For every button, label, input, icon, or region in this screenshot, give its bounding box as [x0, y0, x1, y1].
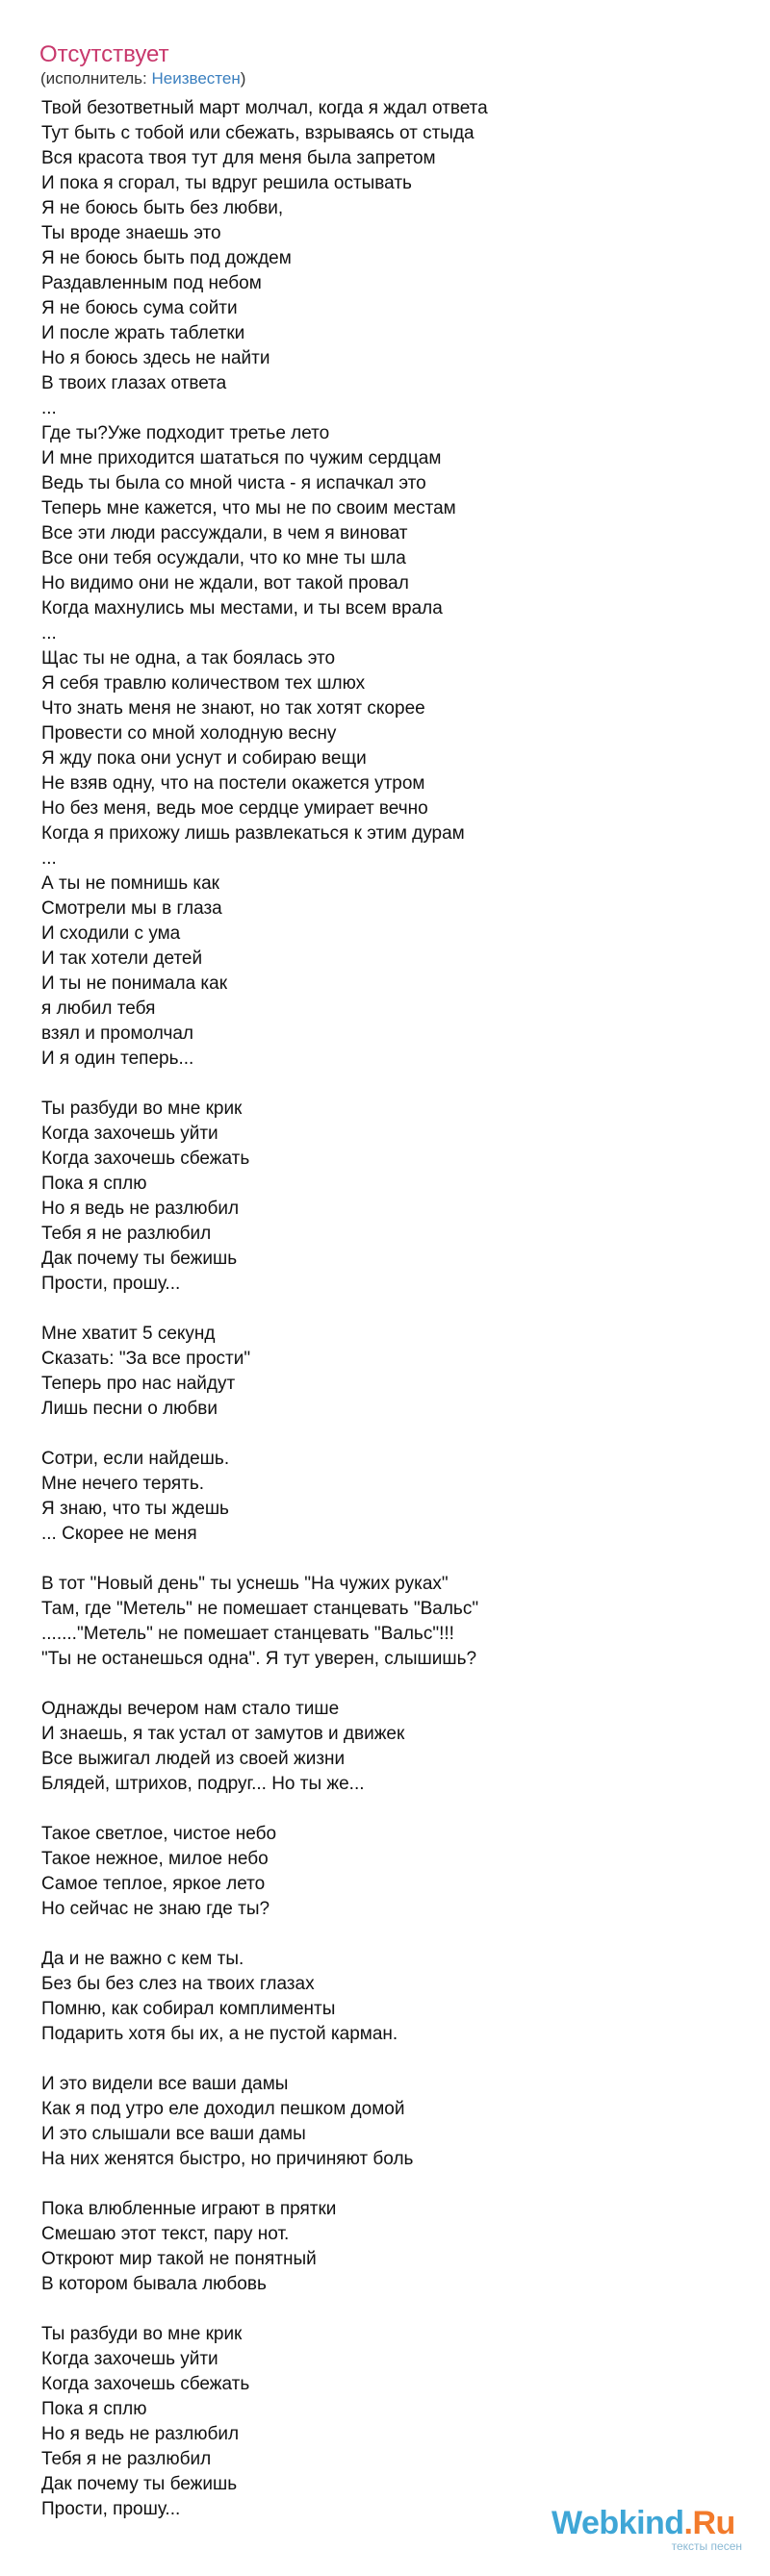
lyric-line: И ты не понимала как [41, 973, 228, 994]
lyric-line: Ты разбуди во мне крик [41, 1099, 243, 1119]
lyric-line: И пока я сгорал, ты вдруг решила остывать [41, 173, 412, 193]
lyric-line: И это видели все ваши дамы [41, 2074, 289, 2094]
lyric-line: Все эти люди рассуждали, в чем я виноват [41, 523, 408, 543]
lyric-line: И так хотели детей [41, 948, 203, 969]
lyric-line: Без бы без слез на твоих глазах [41, 1974, 315, 1994]
lyric-line: И я один теперь... [41, 1048, 194, 1069]
lyric-line: Но я боюсь здесь не найти [41, 348, 270, 368]
artist-suffix: ) [240, 69, 246, 88]
lyric-line: Как я под утро еле доходил пешком домой [41, 2099, 405, 2119]
lyric-line: Пока влюбленные играют в прятки [41, 2199, 337, 2219]
lyric-line: Такое нежное, милое небо [41, 1849, 269, 1869]
lyric-line: Мне нечего терять. [41, 1474, 204, 1494]
lyric-line: Прости, прошу... [41, 1274, 181, 1294]
lyric-line: Тебя я не разлюбил [41, 1224, 212, 1244]
lyric-line: Я не боюсь сума сойти [41, 298, 238, 318]
lyric-line [41, 1297, 734, 1322]
lyric-line: Но без меня, ведь мое сердце умирает вечно [41, 798, 428, 819]
lyric-line: В твоих глазах ответа [41, 373, 227, 393]
lyric-line: Дак почему ты бежишь [41, 2474, 238, 2494]
lyric-line: Ты разбуди во мне крик [41, 2324, 243, 2344]
lyric-line: ... [41, 398, 57, 418]
lyric-line: ... [41, 848, 57, 869]
lyric-line: А ты не помнишь как [41, 873, 219, 894]
lyric-line: Я себя травлю количеством тех шлюх [41, 673, 366, 694]
lyric-line: Все они тебя осуждали, что ко мне ты шла [41, 548, 406, 568]
lyric-line: я любил тебя [41, 998, 156, 1019]
lyric-line: ......."Метель" не помешает станцевать "Вальс"!!! [41, 1624, 454, 1644]
lyric-line: Все выжигал людей из своей жизни [41, 1749, 346, 1769]
lyric-line: Раздавленным под небом [41, 273, 262, 293]
lyric-line [41, 1547, 734, 1572]
lyric-line: ... Скорее не меня [41, 1524, 197, 1544]
lyric-line: ... [41, 623, 57, 644]
lyric-line: Когда захочешь уйти [41, 2349, 218, 2369]
lyric-line: Блядей, штрихов, подруг... Но ты же... [41, 1774, 365, 1794]
lyric-line: "Ты не останешься одна". Я тут уверен, слышишь? [41, 1649, 477, 1669]
lyrics-text [41, 96, 734, 2522]
lyric-line: Я не боюсь быть без любви, [41, 198, 284, 218]
lyric-line: Откроют мир такой не понятный [41, 2249, 317, 2269]
artist-link[interactable]: Неизвестен [151, 69, 241, 88]
site-logo[interactable] [552, 2504, 744, 2552]
lyric-line: Там, где "Метель" не помешает станцевать "Вальс" [41, 1599, 479, 1619]
lyric-line: Я знаю, что ты ждешь [41, 1499, 229, 1519]
logo-tld: .Ru [683, 2505, 735, 2541]
lyric-line: Но я ведь не разлюбил [41, 2424, 240, 2444]
lyric-line: Но видимо они не ждали, вот такой провал [41, 573, 409, 593]
lyric-line: И это слышали все ваши дамы [41, 2124, 306, 2144]
lyric-line: Такое светлое, чистое небо [41, 1824, 277, 1844]
lyric-line [41, 1797, 734, 1822]
lyric-line: Когда захочешь уйти [41, 1124, 218, 1144]
lyric-line: В котором бывала любовь [41, 2274, 267, 2294]
lyric-line: Ведь ты была со мной чиста - я испачкал это [41, 473, 426, 493]
lyric-line: Но я ведь не разлюбил [41, 1199, 240, 1219]
lyric-line: Тут быть с тобой или сбежать, взрываясь от стыда [41, 123, 475, 143]
lyric-line: Помню, как собирал комплименты [41, 1999, 336, 2019]
lyric-line: Когда махнулись мы местами, и ты всем врала [41, 598, 443, 619]
lyric-line [41, 1072, 734, 1097]
lyric-line: И знаешь, я так устал от замутов и движек [41, 1724, 405, 1744]
lyric-line: Когда захочешь сбежать [41, 2374, 250, 2394]
lyric-line: Лишь песни о любви [41, 1399, 218, 1419]
lyric-line: И мне приходится шататься по чужим сердцам [41, 448, 442, 468]
lyric-line: Самое теплое, яркое лето [41, 1874, 266, 1894]
lyric-line: взял и промолчал [41, 1023, 193, 1044]
lyric-line: Тебя я не разлюбил [41, 2449, 212, 2469]
lyric-line: Да и не важно с кем ты. [41, 1949, 244, 1969]
lyric-line: Я жду пока они уснут и собираю вещи [41, 748, 367, 769]
lyric-line: Твой безответный март молчал, когда я ждал ответа [41, 98, 488, 118]
lyric-line: Но сейчас не знаю где ты? [41, 1899, 270, 1919]
lyric-line [41, 1922, 734, 1947]
lyric-line: Когда захочешь сбежать [41, 1149, 250, 1169]
lyric-line: Где ты?Уже подходит третье лето [41, 423, 330, 443]
lyric-line: Что знать меня не знают, но так хотят скорее [41, 698, 425, 719]
lyric-line: Мне хватит 5 секунд [41, 1324, 216, 1344]
lyric-line: В тот "Новый день" ты уснешь "На чужих руках" [41, 1574, 449, 1594]
lyric-line: Когда я прихожу лишь развлекаться к этим дурам [41, 823, 465, 844]
lyric-line [41, 1422, 734, 1447]
lyric-line [41, 2172, 734, 2197]
lyric-line: Теперь мне кажется, что мы не по своим местам [41, 498, 456, 518]
lyric-line [41, 1672, 734, 1697]
lyric-line: Пока я сплю [41, 1174, 147, 1194]
lyric-line: Сотри, если найдешь. [41, 1449, 230, 1469]
lyric-line: Я не боюсь быть под дождем [41, 248, 292, 268]
song-title: Отсутствует [39, 41, 169, 67]
lyric-line [41, 2047, 734, 2072]
lyric-line: Вся красота твоя тут для меня была запретом [41, 148, 436, 168]
lyric-line: Не взяв одну, что на постели окажется утром [41, 773, 425, 794]
lyric-line: Смотрели мы в глаза [41, 898, 222, 919]
lyric-line: Ты вроде знаешь это [41, 223, 221, 243]
lyric-line: И сходили с ума [41, 923, 181, 944]
lyric-line: Пока я сплю [41, 2399, 147, 2419]
lyric-line: Подарить хотя бы их, а не пустой карман. [41, 2024, 398, 2044]
lyric-line: И после жрать таблетки [41, 323, 245, 343]
lyric-line: Провести со мной холодную весну [41, 723, 337, 744]
logo-wordmark [552, 2504, 735, 2542]
logo-name: Webkind [552, 2505, 684, 2541]
lyric-line: Сказать: "За все прости" [41, 1349, 251, 1369]
lyric-line: Смешаю этот текст, пару нот. [41, 2224, 290, 2244]
artist-info [40, 68, 245, 89]
lyric-line [41, 2297, 734, 2322]
lyric-line: Прости, прошу... [41, 2499, 181, 2519]
lyric-line: Дак почему ты бежишь [41, 1249, 238, 1269]
logo-tagline: тексты песен [671, 2539, 742, 2553]
artist-prefix: (исполнитель: [40, 69, 152, 88]
lyric-line: Теперь про нас найдут [41, 1374, 236, 1394]
lyric-line: На них женятся быстро, но причиняют боль [41, 2149, 414, 2169]
lyric-line: Однажды вечером нам стало тише [41, 1699, 340, 1719]
lyric-line: Щас ты не одна, а так боялась это [41, 648, 336, 669]
